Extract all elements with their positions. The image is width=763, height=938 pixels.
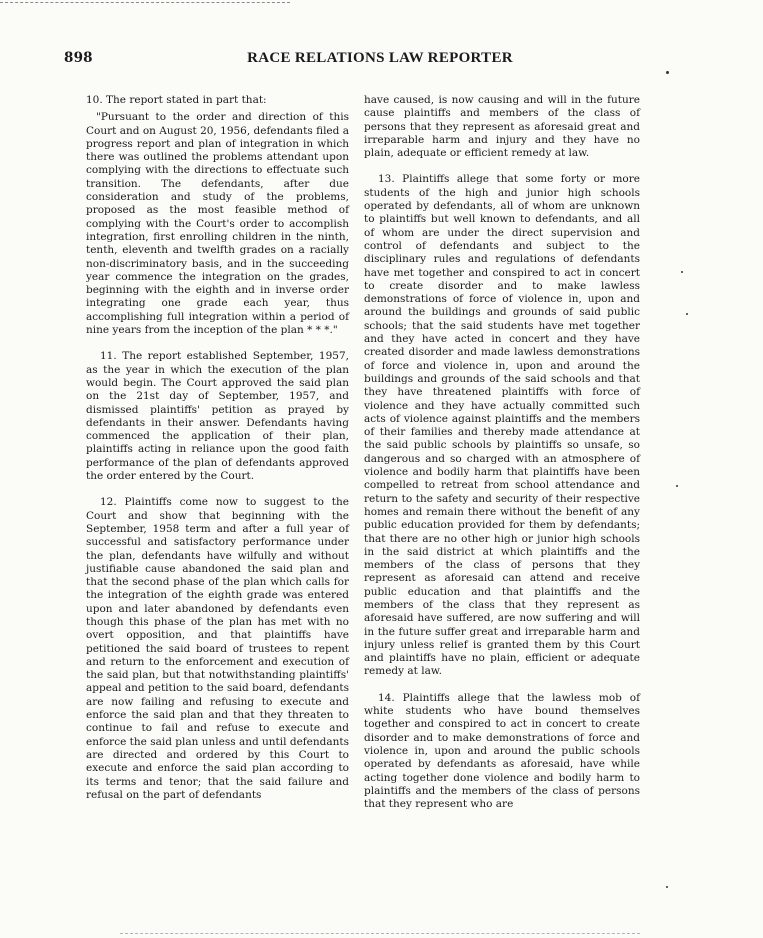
page-header [60,50,700,70]
paragraph-10-intro: 10. The report stated in part that: [86,94,267,106]
scan-speck [666,886,668,888]
paragraph-12-continued: have caused, is now causing and will in the future cause plaintiffs and members of the class of persons that they represent as aforesaid great and irreparable harm and injury and they have no plain, adequate or efficient remedy at law. [364,94,640,160]
running-head: RACE RELATIONS LAW REPORTER [247,50,513,66]
right-column [364,94,640,811]
paragraph-10-quote: "Pursuant to the order and direction of this Court and on August 20, 1956, defendants filed a progress report and plan of integration in which there was outlined the problems attendant upon complying with the directions to effectuate such transition. The defendants, after due consideration and study of the problems, proposed as the most feasible method of complying with the Court's order to accomplish integration, first enrolling children in the ninth, tenth, eleventh and twelfth grades on a racially non-discriminatory basis, and in the succeeding year commence the integration on the grades, beginning with the eighth and in inverse order integrating one grade each year, thus accomplishing full integration within a period of nine years from the inception of the plan * * *." [86,111,349,337]
paragraph-13: 13. Plaintiffs allege that some forty or more students of the high and junior high schools operated by defendants, all of whom are unknown to plaintiffs but well known to defendants, and all of whom are under the direct supervision and control of defendants and subject to the disciplinary rules and regulations of defendants have met together and conspired to act in concert to create disorder and to make lawless demonstrations of force of violence in, upon and around the buildings and grounds of said public schools; that the said students have met together and they have acted in concert and they have created disorder and made lawless demonstrations of force and violence in, upon and around the buildings and grounds of the said schools and that they have threatened plaintiffs with force of violence and they have actually committed such acts of violence against plaintiffs and the members of their families and thereby made attendance at the said public schools by plaintiffs so unsafe, so dangerous and so charged with an atmosphere of violence and bodily harm that plaintiffs have been compelled to retreat from school attendance and return to the safety and security of their respective homes and remain there without the benefit of any public education provided for them by defendants; that there are no other high or junior high schools in the said district at which plaintiffs and the members of the class of persons that they represent as aforesaid can attend and receive public education and that plaintiffs and the members of the class that they represent as aforesaid have suffered, are now suffering and will in the future suffer great and irreparable harm and injury unless relief is granted them by this Court and plaintiffs have no plain, efficient or adequate remedy at law. [364,173,640,678]
scan-speck [666,71,669,74]
paragraph-12: 12. Plaintiffs come now to suggest to the Court and show that beginning with the September, 1958 term and after a full year of successful and satisfactory performance under the plan, defendants have wilfully and without justifiable cause abandoned the said plan and that the second phase of the plan which calls for the integration of the eighth grade was entered upon and later abandoned by defendants even though this phase of the plan has met with no overt opposition, and that plaintiffs have petitioned the said board of trustees to repent and return to the enforcement and execution of the said plan, but that notwithstanding plaintiffs' appeal and petition to the said board, defendants are now failing and refusing to execute and enforce the said plan and that they threaten to continue to fail and refuse to execute and enforce the said plan unless and until defendants are directed and ordered by this Court to execute and enforce the said plan according to its terms and tenor; that the said failure and refusal on the part of defendants [86,496,349,801]
left-column [86,94,349,802]
page-number: 898 [64,50,93,66]
top-scan-border [0,2,290,3]
scan-speck [681,271,683,273]
scan-speck [676,485,678,487]
paragraph-14: 14. Plaintiffs allege that the lawless mob of white students who have bound themselves together and conspired to act in concert to create disorder and to make demonstrations of force and violence in, upon and around the public schools operated by defendants as aforesaid, have while acting together done violence and bodily harm to plaintiffs and the members of the class of persons that they represent who are [364,691,640,811]
paragraph-11: 11. The report established September, 1957, as the year in which the execution of the plan would begin. The Court approved the said plan on the 21st day of September, 1957, and dismissed plaintiffs' petition as prayed by defendants in their answer. Defendants having commenced the application of their plan, plaintiffs acting in reliance upon the good faith performance of the plan of defendants approved the order entered by the Court. [86,350,349,483]
bottom-scan-border [120,933,640,934]
scan-speck [686,313,688,315]
